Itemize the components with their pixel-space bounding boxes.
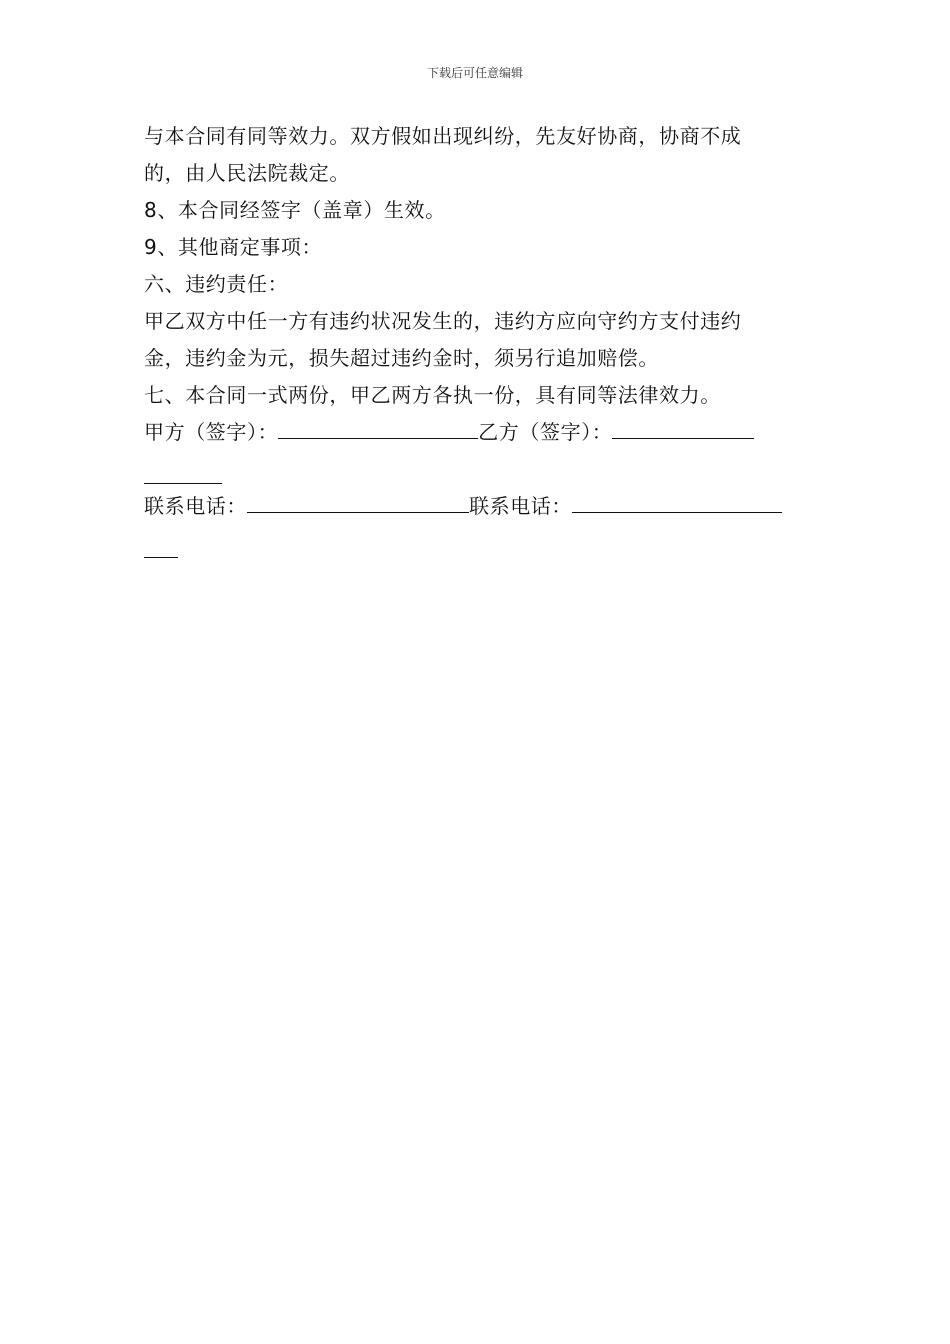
paragraph-line: 与本合同有同等效力。双方假如出现纠纷，先友好协商，协商不成 <box>144 124 742 148</box>
party-a-phone-blank[interactable] <box>247 488 469 513</box>
party-b-phone-label: 联系电话： <box>469 494 572 518</box>
party-b-phone-blank[interactable] <box>572 488 782 513</box>
party-a-signature-blank[interactable] <box>278 414 478 439</box>
party-a-signature-label: 甲方（签字）： <box>144 420 279 444</box>
page-header: 下载后可任意编辑 <box>426 66 523 80</box>
paragraph-line: 的，由人民法院裁定。 <box>144 161 350 185</box>
contact-row <box>144 488 809 525</box>
paragraph-line: 金，违约金为元，损失超过违约金时，须另行追加赔偿。 <box>144 346 659 370</box>
section-copies: 七、本合同一式两份，甲乙两方各执一份，具有同等法律效力。 <box>144 383 721 407</box>
clause-9: 9、其他商定事项： <box>144 235 323 259</box>
signature-blank-continuation <box>144 451 809 488</box>
contact-blank-continuation <box>144 525 809 562</box>
document-body <box>144 118 809 562</box>
party-b-signature-label: 乙方（签字）： <box>478 420 613 444</box>
clause-8: 8、本合同经签字（盖章）生效。 <box>144 198 446 222</box>
party-a-phone-label: 联系电话： <box>144 494 247 518</box>
party-b-signature-blank-wrap[interactable] <box>144 459 222 484</box>
party-b-signature-blank[interactable] <box>612 414 754 439</box>
section-heading-breach: 六、违约责任： <box>144 272 289 296</box>
party-b-phone-blank-wrap[interactable] <box>144 533 178 558</box>
paragraph-line: 甲乙双方中任一方有违约状况发生的，违约方应向守约方支付违约 <box>144 309 742 333</box>
signature-row <box>144 414 809 451</box>
